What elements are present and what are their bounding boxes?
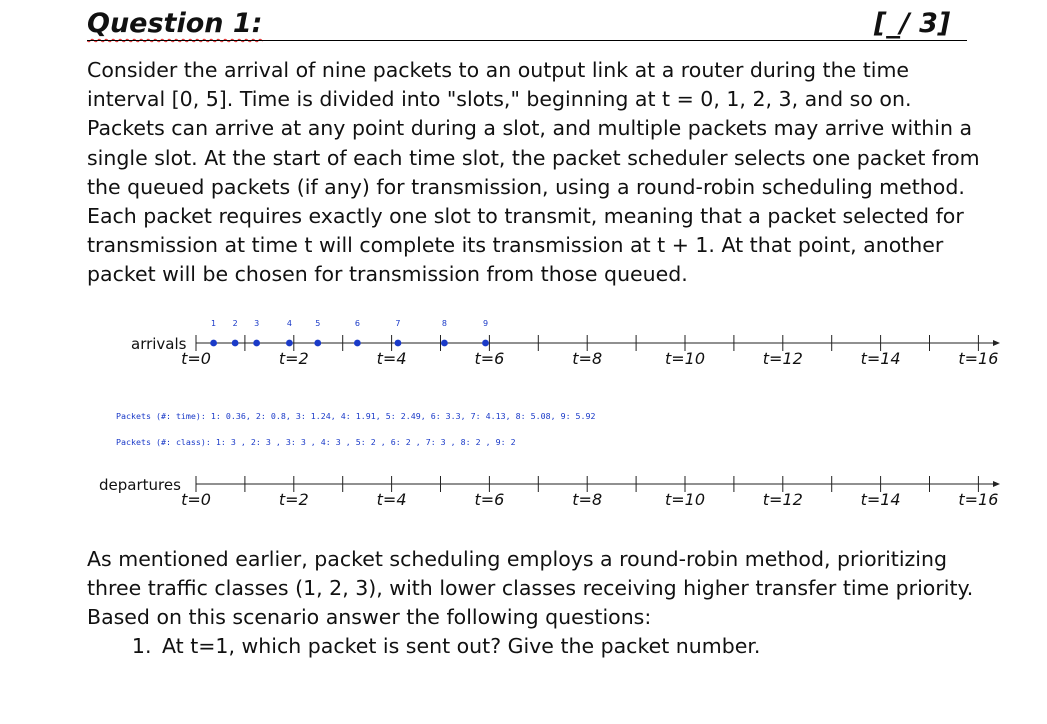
packet-number: 3: [254, 319, 260, 328]
arrivals-tick-label: t=4: [376, 349, 407, 368]
intro-paragraph: Consider the arrival of nine packets to an output link at a router during the time interval [0, 5]. Time is divided into "slots," beginning at t = 0, 1, 2, 3, and so on. Packets can arrive at any point during a slot, and multiple packets may arrive within a single slot. At the start of each time slot, the packet scheduler selects one packet from the queued packets (if any) for transmission, using a round-robin scheduling method. Each packet requires exactly one slot to transmit, meaning that a packet selected for transmission at time t will complete its transmission at t + 1. At that point, another packet will be chosen for transmission from those queued.: [87, 58, 980, 287]
packet-number: 6: [354, 319, 360, 328]
departures-tick-label: t=6: [474, 490, 505, 509]
question-item: 1. At t=1, which packet is sent out? Give the packet number.: [158, 632, 760, 661]
packet-marker: [314, 340, 321, 347]
packet-number: 9: [482, 319, 489, 328]
packet-classes-line: Packets (#: class): 1: 3 , 2: 3 , 3: 3 , 4: 3 , 5: 2 , 6: 2 , 7: 3 , 8: 2 , 9: 2: [116, 437, 516, 447]
arrivals-tick-label: t=2: [278, 349, 309, 368]
packet-number: 5: [315, 319, 321, 328]
question-title: Question 1:: [87, 8, 263, 39]
arrivals-tick-label: t=16: [958, 349, 999, 368]
departures-tick-label: t=2: [278, 490, 309, 509]
packet-number: 7: [395, 319, 401, 328]
arrivals-tick-label: t=8: [572, 349, 603, 368]
departures-label: departures: [99, 476, 181, 494]
arrivals-tick-label: t=6: [474, 349, 505, 368]
packet-number: 8: [441, 319, 447, 328]
packet-times-line: Packets (#: time): 1: 0.36, 2: 0.8, 3: 1.24, 4: 1.91, 5: 2.49, 6: 3.3, 7: 4.13, 8: 5.08, 9: 5.92: [116, 411, 596, 421]
departures-tick-label: t=16: [958, 490, 999, 509]
packet-marker: [354, 340, 361, 347]
departures-axis: [181, 476, 1000, 509]
packet-marker: [210, 340, 217, 347]
arrivals-tick-label: t=14: [860, 349, 901, 368]
arrivals-axis: [181, 335, 1000, 368]
packet-marker: [286, 340, 293, 347]
departures-tick-label: t=10: [664, 490, 706, 509]
packet-number: 1: [211, 319, 217, 328]
arrivals-tick-label: t=10: [664, 349, 706, 368]
packet-marker: [482, 340, 489, 347]
packet-marker: [253, 340, 260, 347]
arrivals-tick-label: t=12: [762, 349, 803, 368]
arrivals-label: arrivals: [131, 335, 187, 353]
departures-tick-label: t=8: [572, 490, 603, 509]
departures-tick-label: t=14: [860, 490, 901, 509]
question-list: [123, 632, 760, 661]
departures-tick-label: t=12: [762, 490, 803, 509]
scenario-paragraph: As mentioned earlier, packet scheduling employs a round-robin method, prioritizing three traffic classes (1, 2, 3), with lower classes receiving higher transfer time priority. Based on this scenario answer the following questions:: [87, 547, 974, 630]
arrivals-axis-arrow: [993, 340, 1000, 346]
departures-tick-label: t=0: [181, 490, 211, 509]
packet-number: 2: [232, 319, 238, 328]
arrivals-tick-label: t=0: [181, 349, 211, 368]
departures-tick-label: t=4: [376, 490, 407, 509]
packet-marker: [232, 340, 239, 347]
score-box: [_/ 3]: [874, 8, 951, 39]
packet-markers: [210, 319, 489, 346]
packet-marker: [441, 340, 448, 347]
departures-axis-arrow: [993, 481, 1000, 487]
packet-number: 4: [286, 319, 292, 328]
packet-marker: [395, 340, 402, 347]
